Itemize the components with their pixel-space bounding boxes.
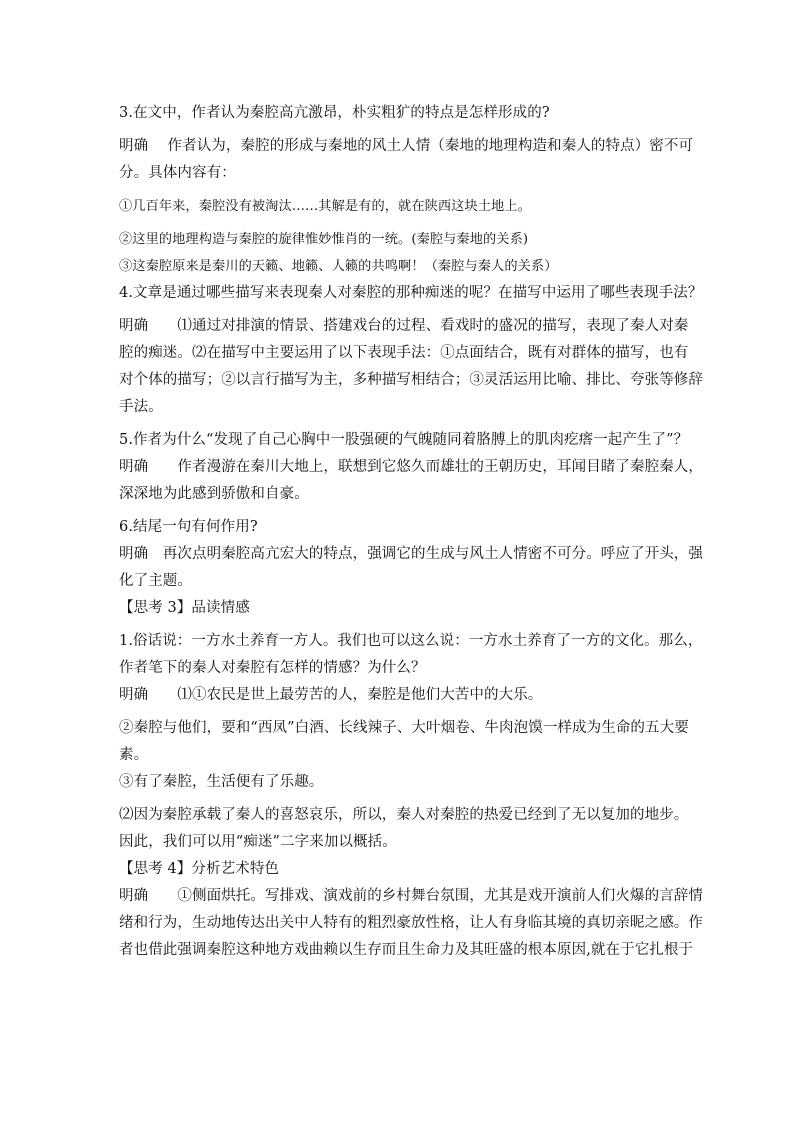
think-3-answer-line-6: 因此，我们可以用“痴迷”二字来加以概括。	[119, 834, 397, 850]
answer-4-line-4: 手法。	[119, 399, 163, 415]
document-body	[119, 100, 703, 964]
think-3-answer-line-5: ⑵因为秦腔承载了秦人的喜怒哀乐，所以，秦人对秦腔的热爱已经到了无以复加的地步。	[119, 807, 689, 823]
answer-3-point-3: ③这秦腔原来是秦川的天籁、地籁、人籁的共鸣啊！（秦腔与秦人的关系）	[119, 259, 558, 274]
question-5-line: 5.作者为什么“发现了自己心胸中一股强硬的气魄随同着胳膊上的肌肉疙瘩一起产生了”？	[119, 432, 689, 448]
question-4-line: 4.文章是通过哪些描写来表现秦人对秦腔的那种痴迷的呢？在描写中运用了哪些表现手法？	[119, 285, 703, 301]
think-3-answer-line-4: ③有了秦腔，生活便有了乐趣。	[119, 774, 324, 790]
think-4-answer-line-1: 明确 ①侧面烘托。写排戏、演戏前的乡村舞台氛围，尤其是戏开演前人们火爆的言辞情	[119, 888, 703, 904]
think-3-question-line-2: 作者笔下的秦人对秦腔有怎样的情感？为什么？	[119, 660, 426, 676]
answer-6-line-1: 明确 再次点明秦腔高亢宏大的特点，强调它的生成与风土人情密不可分。呼应了开头，强	[119, 546, 703, 562]
think-3-answer-line-3: 素。	[119, 747, 149, 763]
answer-5-line-1: 明确 作者漫游在秦川大地上，联想到它悠久而雄壮的王朝历史，耳闻目睹了秦腔秦人，	[119, 459, 703, 475]
answer-4-line-3: 对个体的描写；②以言行描写为主，多种描写相结合；③灵活运用比喻、排比、夸张等修辞	[119, 372, 703, 388]
think-3-answer-line-2: ②秦腔与他们，要和“西凤”白酒、长线辣子、大叶烟卷、牛肉泡馍一样成为生命的五大要	[119, 720, 689, 736]
answer-3-line-2: 分。具体内容有：	[119, 165, 236, 181]
answer-4-line-1: 明确 ⑴通过对排演的情景、搭建戏台的过程、看戏时的盛况的描写，表现了秦人对秦	[119, 318, 689, 334]
answer-5-line-2: 深深地为此感到骄傲和自豪。	[119, 486, 309, 502]
answer-3-point-1: ①几百年来，秦腔没有被淘汰……其解是有的，就在陕西这块土地上。	[119, 199, 531, 214]
answer-3-line-1: 明确 作者认为，秦腔的形成与秦地的风土人情（秦地的地理构造和秦人的特点）密不可	[119, 138, 694, 154]
answer-3-point-2: ②这里的地理构造与秦腔的旋律惟妙惟肖的一统。(秦腔与秦地的关系)	[119, 232, 529, 247]
section-heading-think-3: 【思考 3】品读情感	[119, 600, 250, 616]
think-3-question-line-1: 1.俗话说：一方水土养育一方人。我们也可以这么说：一方水土养育了一方的文化。那么，	[119, 633, 703, 649]
answer-6-line-2: 化了主题。	[119, 573, 192, 589]
think-4-answer-line-2: 绪和行为，生动地传达出关中人特有的粗烈豪放性格，让人有身临其境的真切亲昵之感。作	[119, 915, 703, 931]
think-3-answer-line-1: 明确 ⑴①农民是世上最劳苦的人，秦腔是他们大苦中的大乐。	[119, 687, 543, 703]
question-6-line: 6.结尾一句有何作用?	[119, 519, 258, 535]
think-4-answer-line-3: 者也借此强调秦腔这种地方戏曲赖以生存而且生命力及其旺盛的根本原因,就在于它扎根于	[119, 942, 694, 958]
answer-4-line-2: 腔的痴迷。⑵在描写中主要运用了以下表现手法：①点面结合，既有对群体的描写，也有	[119, 345, 689, 361]
question-3-line: 3.在文中，作者认为秦腔高亢激昂，朴实粗犷的特点是怎样形成的?	[119, 105, 550, 121]
section-heading-think-4: 【思考 4】分析艺术特色	[119, 861, 280, 877]
